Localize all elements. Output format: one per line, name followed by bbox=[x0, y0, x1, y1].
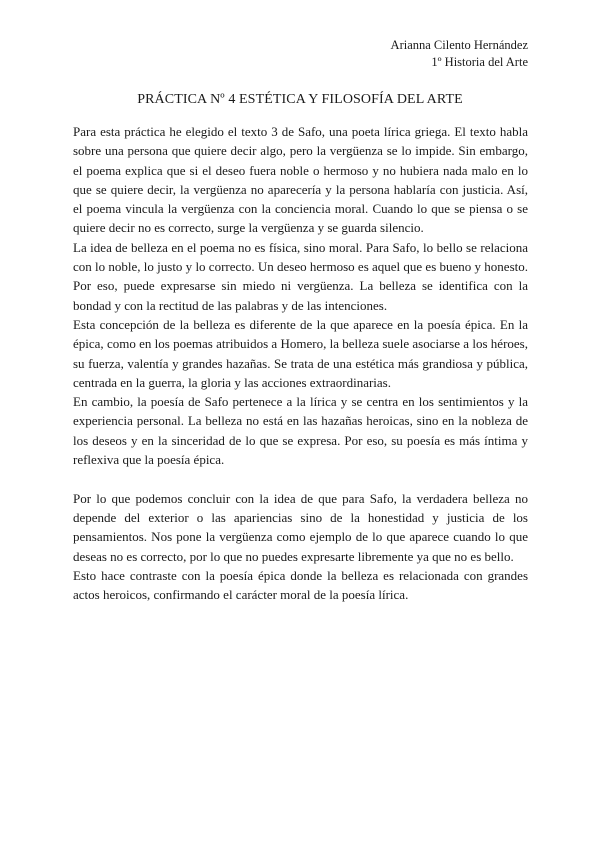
document-header bbox=[391, 37, 528, 71]
paragraph-3: Esta concepción de la belleza es diferente de la que aparece en la poesía épica. En la épica, como en los poemas atribuidos a Homero, la belleza suele asociarse a los héroes, su fuerza, valentía y grandes hazañas. Se trata de una estética más grandiosa y pública, centrada en la guerra, la gloria y las acciones extraordinarias. bbox=[73, 316, 528, 390]
course-name: 1º Historia del Arte bbox=[431, 55, 528, 69]
paragraph-1: Para esta práctica he elegido el texto 3 de Safo, una poeta lírica griega. El texto habla sobre una persona que quiere decir algo, pero la vergüenza se lo impide. Sin embargo, el poema explica que si el deseo fuera noble o hermoso y no hubiera nada malo en lo que se quiere decir, la vergüenza no aparecería y la persona hablaría con justicia. Así, el poema vincula la vergüenza con la conciencia moral. Cuando lo que se piensa o se quiere decir no es correcto, surge la vergüenza y se guarda silencio. bbox=[73, 124, 528, 236]
page-title: PRÁCTICA Nº 4 ESTÉTICA Y FILOSOFÍA DEL ARTE bbox=[137, 92, 463, 107]
document-body bbox=[73, 122, 528, 604]
paragraph-4: En cambio, la poesía de Safo pertenece a la lírica y se centra en los sentimientos y la experiencia personal. La belleza no está en las hazañas heroicas, sino en la nobleza de los deseos y en la sinceridad de lo que se expresa. Por eso, su poesía es más íntima y reflexiva que la poesía épica. bbox=[73, 394, 528, 468]
author-name: Arianna Cilento Hernández bbox=[390, 38, 528, 52]
paragraph-6: Esto hace contraste con la poesía épica donde la belleza es relacionada con grandes actos heroicos, confirmando el carácter moral de la poesía lírica. bbox=[73, 567, 528, 603]
paragraph-spacer bbox=[73, 469, 528, 488]
paragraph-5: Por lo que podemos concluir con la idea de que para Safo, la verdadera belleza no depende del exterior o las apariencias sino de la honestidad y justicia de los pensamientos. Nos pone la vergüenza como ejemplo de lo que aparece cuando lo que deseas no es correcto, por lo que no puedes expresarte libremente ya que no es bello. bbox=[73, 490, 528, 564]
paragraph-2: La idea de belleza en el poema no es física, sino moral. Para Safo, lo bello se relaciona con lo noble, lo justo y lo correcto. Un deseo hermoso es aquel que es bueno y honesto. Por eso, puede expresarse sin miedo ni vergüenza. La belleza se identifica con la bondad y con la rectitud de las palabras y de las intenciones. bbox=[73, 239, 528, 313]
